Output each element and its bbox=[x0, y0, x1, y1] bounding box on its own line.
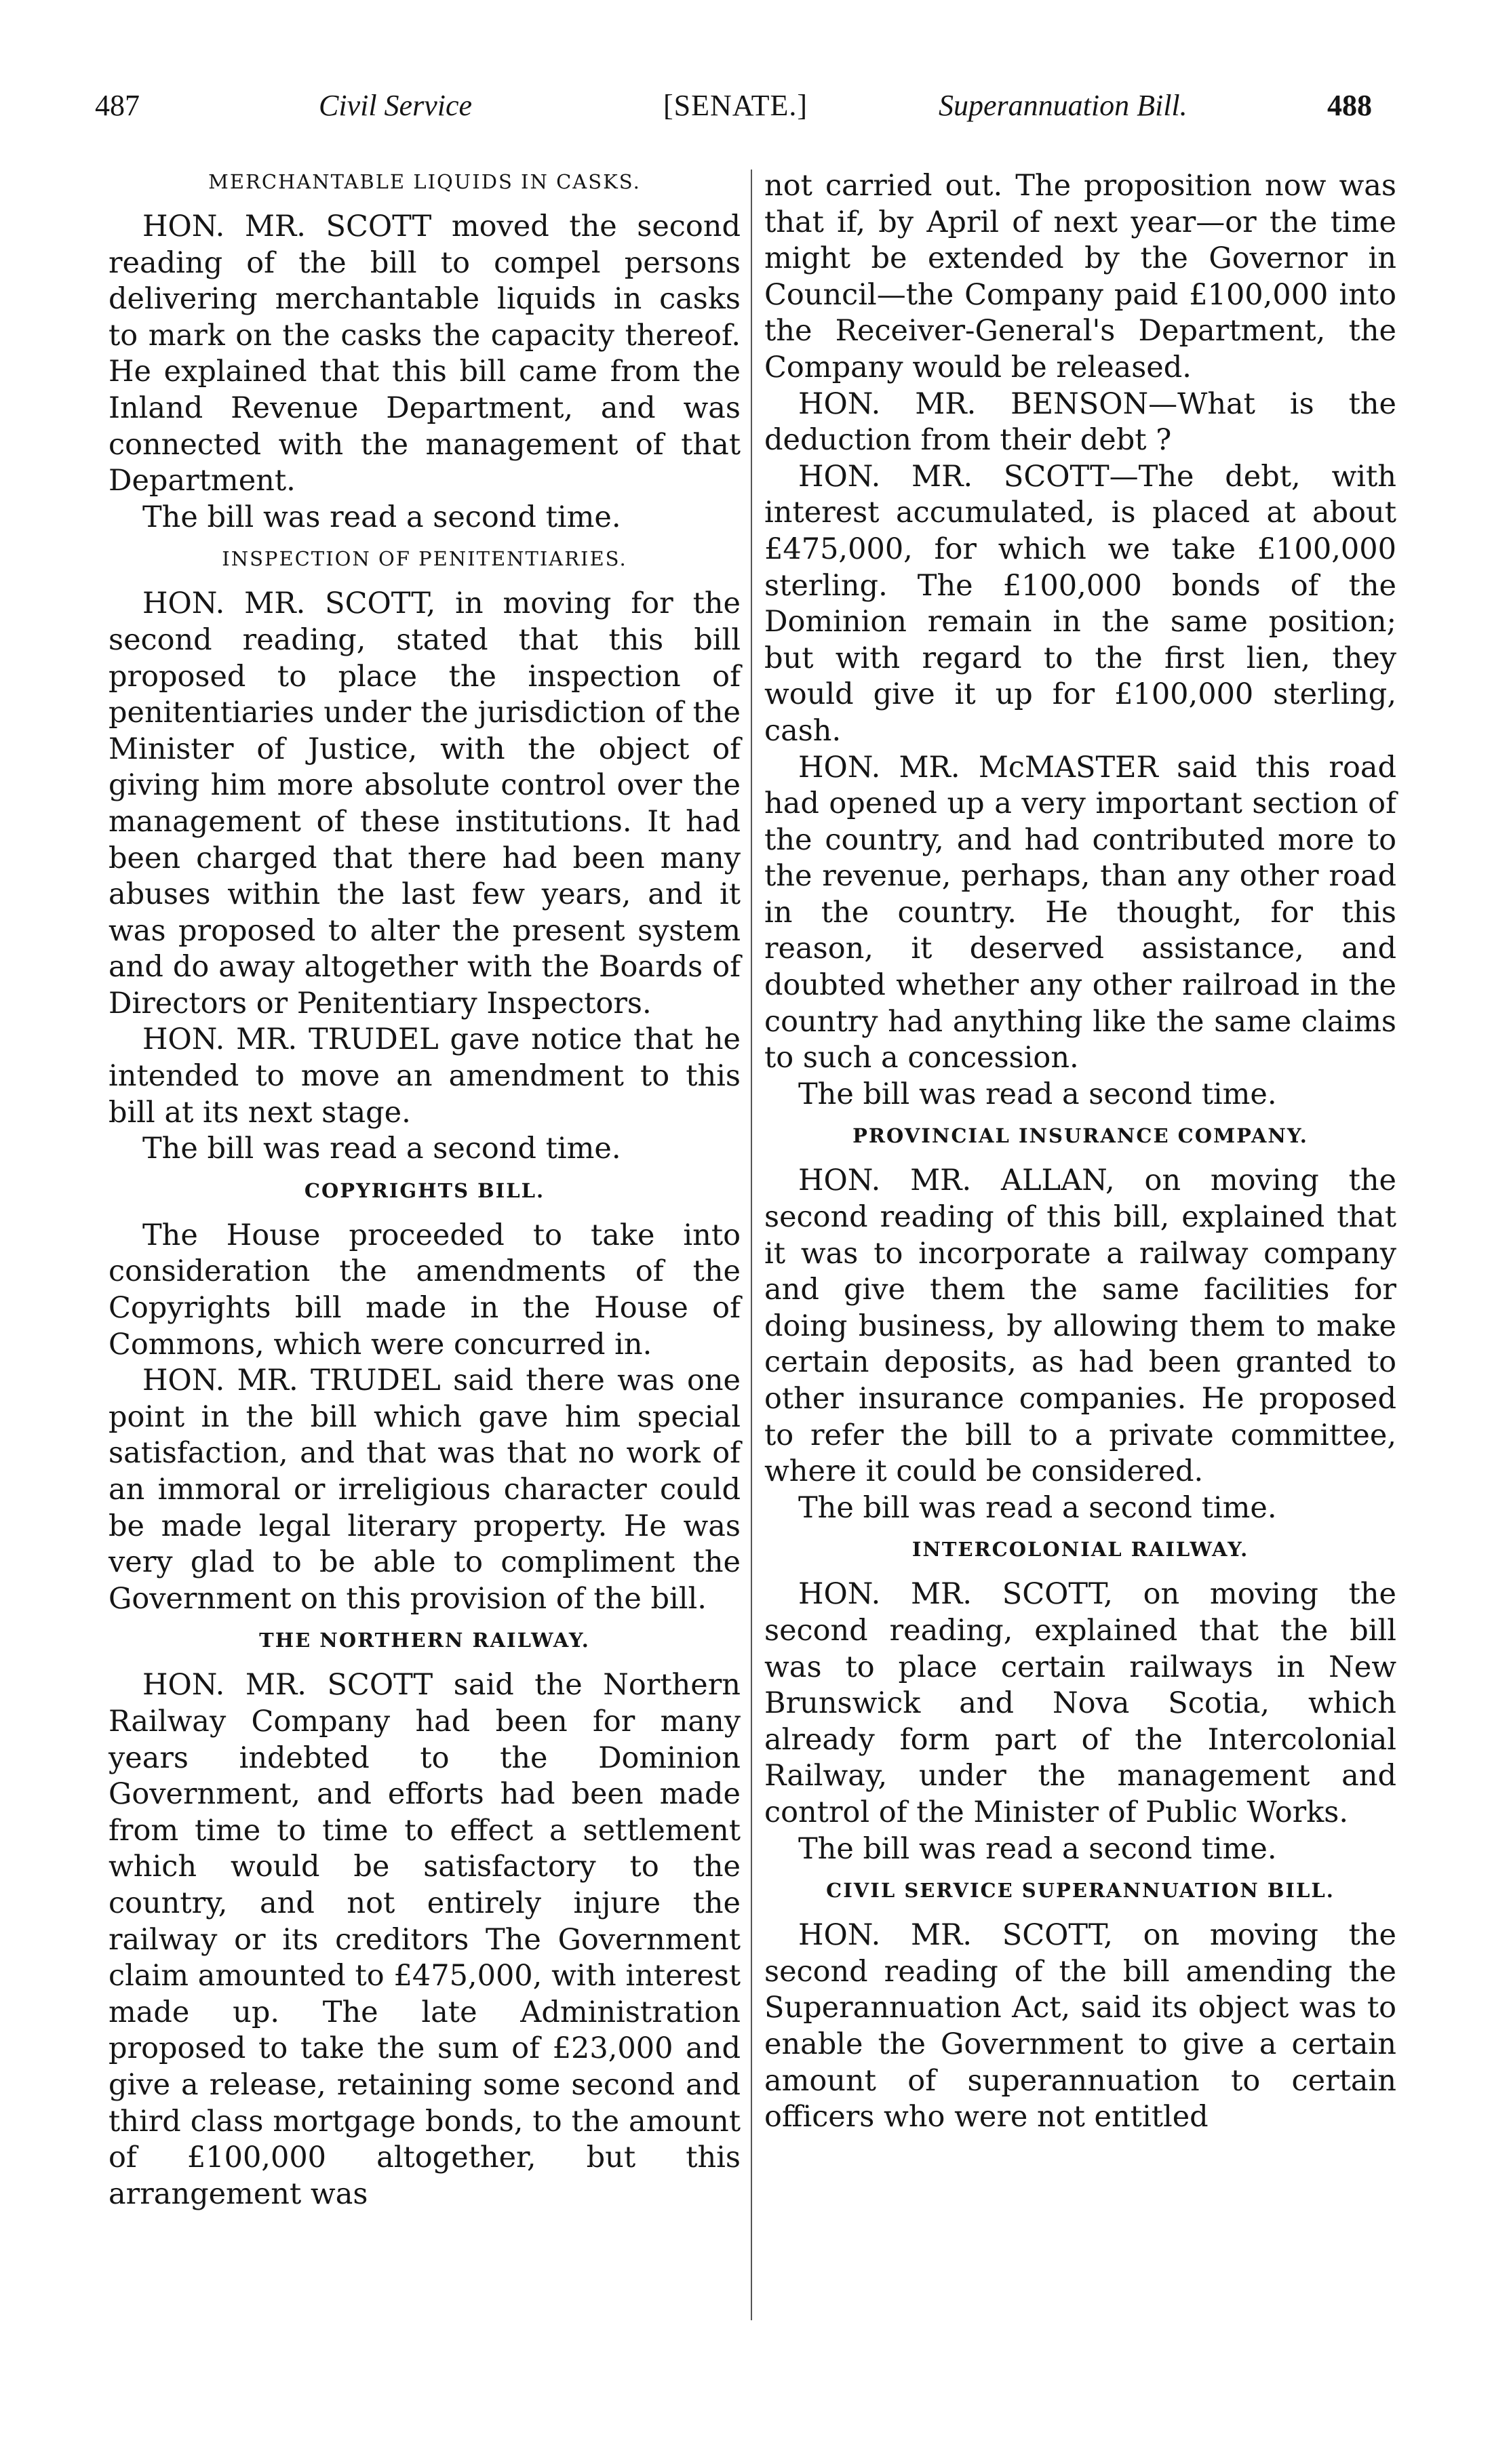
section-heading-northern-railway: THE NORTHERN RAILWAY. bbox=[259, 1629, 590, 1652]
paragraph: The bill was read a second time. bbox=[142, 500, 621, 534]
paragraph-continued: not carried out. The proposition now was that if, by April of next year—or the time might be extended by the Governor in Council—the Company paid £100,000 into the Receiver-General's Department, the Company would be released. bbox=[764, 169, 1396, 384]
paragraph: The bill was read a second time. bbox=[798, 1490, 1277, 1525]
paragraph: HON. MR. SCOTT, on moving the second reading, explained that the bill was to place certain railways in New Brunswick and Nova Scotia, which already form part of the Intercolonial Railway, under the management and control of the Minister of Public Works. bbox=[764, 1577, 1396, 1829]
section-heading-civil-service-superannuation-bill: CIVIL SERVICE SUPERANNUATION BILL. bbox=[826, 1879, 1335, 1903]
paragraph: HON. MR. SCOTT, in moving for the second reading, stated that this bill proposed to place the inspection of penitentiaries under the jurisdiction of the Minister of Justice, with the object of giving him more absolute control over the management of these institutions. It had been charged that there had been many abuses within the last few years, and it was proposed to alter the present system and do away altogether with the Boards of Directors or Penitentiary Inspectors. bbox=[109, 587, 741, 1020]
senate-label: [SENATE.] bbox=[663, 89, 808, 122]
left-column bbox=[109, 168, 741, 2212]
paragraph: The bill was read a second time. bbox=[798, 1831, 1277, 1866]
right-running-title: Superannuation Bill. bbox=[939, 89, 1188, 122]
section-heading-merchantable-liquids: MERCHANTABLE LIQUIDS IN CASKS. bbox=[208, 170, 641, 193]
column-divider bbox=[751, 170, 752, 2320]
running-head bbox=[0, 88, 1511, 149]
section-heading-inspection-of-penitentiaries: INSPECTION OF PENITENTIARIES. bbox=[222, 547, 627, 571]
paragraph: The bill was read a second time. bbox=[798, 1077, 1277, 1111]
paragraph: HON. MR. BENSON—What is the deduction from their debt ? bbox=[764, 386, 1396, 458]
right-page-number: 488 bbox=[1327, 89, 1372, 122]
paragraph: HON. MR. TRUDEL gave notice that he intended to move an amendment to this bill at its next stage. bbox=[109, 1022, 741, 1130]
section-heading-provincial-insurance-company: PROVINCIAL INSURANCE COMPANY. bbox=[852, 1124, 1308, 1148]
paragraph: HON. MR. SCOTT, on moving the second reading of the bill amending the Superannuation Act, said its object was to enable the Government to give a certain amount of superannuation to certain officers who were not entitled bbox=[764, 1918, 1396, 2134]
paragraph: HON. MR. SCOTT—The debt, with interest accumulated, is placed at about £475,000, for which we take £100,000 sterling. The £100,000 bonds of the Dominion remain in the same position; but with regard to the first lien, they would give it up for £100,000 sterling, cash. bbox=[764, 459, 1396, 748]
paragraph: HON. MR. ALLAN, on moving the second reading of this bill, explained that it was to incorporate a railway company and give them the same facilities for doing business, by allowing them to make certain deposits, as had been granted to other insurance companies. He proposed to refer the bill to a private committee, where it could be considered. bbox=[764, 1164, 1396, 1489]
paragraph: HON. MR. McMASTER said this road had opened up a very important section of the country, and had contributed more to the revenue, perhaps, than any other road in the country. He thought, for this reason, it deserved assistance, and doubted whether any other railroad in the country had anything like the same claims to such a concession. bbox=[764, 750, 1396, 1075]
paragraph: HON. MR. SCOTT said the Northern Railway Company had been for many years indebted to the Dominion Government, and efforts had been made from time to time to effect a settlement which would be satisfactory to the country, and not entirely injure the railway or its creditors The Government claim amounted to £475,000, with interest made up. The late Administration proposed to take the sum of £23,000 and give a release, retaining some second and third class mortgage bonds, to the amount of £100,000 altogether, but this arrangement was bbox=[109, 1668, 741, 2211]
left-running-title: Civil Service bbox=[319, 89, 473, 122]
paragraph: HON. MR. TRUDEL said there was one point in the bill which gave him special satisfaction, and that was that no work of an immoral or irreligious character could be made legal literary property. He was very glad to be able to compliment the Government on this provision of the bill. bbox=[109, 1364, 741, 1616]
paragraph: The House proceeded to take into consideration the amendments of the Copyrights bill made in the House of Commons, which were concurred in. bbox=[109, 1218, 741, 1362]
section-heading-intercolonial-railway: INTERCOLONIAL RAILWAY. bbox=[911, 1538, 1249, 1562]
section-heading-copyrights-bill: COPYRIGHTS BILL. bbox=[304, 1178, 545, 1202]
right-column bbox=[764, 168, 1396, 2136]
left-page-number: 487 bbox=[95, 89, 140, 122]
paragraph: The bill was read a second time. bbox=[142, 1132, 621, 1166]
paragraph: HON. MR. SCOTT moved the second reading of the bill to compel persons delivering merchantable liquids in casks to mark on the casks the capacity thereof. He explained that this bill came from the Inland Revenue Department, and was connected with the management of that Department. bbox=[109, 210, 741, 498]
